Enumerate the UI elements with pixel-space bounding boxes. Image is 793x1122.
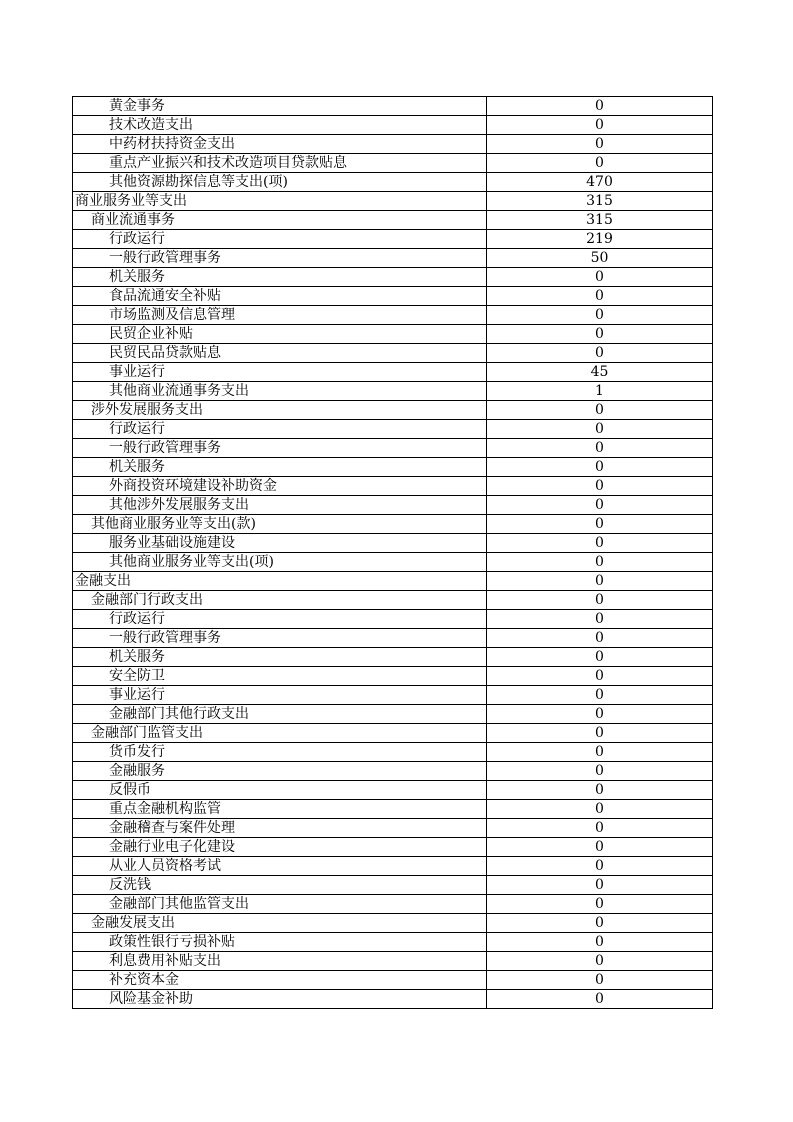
table-row [73,553,713,572]
row-item-name: 涉外发展服务支出 [73,401,487,420]
table-row [73,990,713,1009]
row-item-value: 0 [487,116,713,135]
row-item-value: 315 [487,192,713,211]
row-item-name: 一般行政管理事务 [73,629,487,648]
table-row [73,724,713,743]
row-item-value: 0 [487,838,713,857]
budget-table [72,96,713,1009]
row-item-value: 0 [487,458,713,477]
row-item-value: 0 [487,553,713,572]
table-row [73,135,713,154]
row-item-name: 政策性银行亏损补贴 [73,933,487,952]
row-item-name: 黄金事务 [73,97,487,116]
row-item-name: 民贸民品贷款贴息 [73,344,487,363]
row-item-name: 事业运行 [73,363,487,382]
row-item-value: 0 [487,686,713,705]
row-item-value: 0 [487,781,713,800]
row-item-value: 315 [487,211,713,230]
row-item-name: 金融部门其他行政支出 [73,705,487,724]
row-item-name: 市场监测及信息管理 [73,306,487,325]
row-item-value: 0 [487,591,713,610]
row-item-value: 0 [487,344,713,363]
table-row [73,382,713,401]
row-item-name: 机关服务 [73,458,487,477]
row-item-name: 行政运行 [73,420,487,439]
row-item-name: 从业人员资格考试 [73,857,487,876]
table-row [73,268,713,287]
row-item-value: 219 [487,230,713,249]
row-item-value: 1 [487,382,713,401]
table-row [73,230,713,249]
row-item-name: 金融部门行政支出 [73,591,487,610]
row-item-value: 0 [487,914,713,933]
table-row [73,496,713,515]
row-item-name: 食品流通安全补贴 [73,287,487,306]
row-item-name: 一般行政管理事务 [73,439,487,458]
table-row [73,477,713,496]
row-item-name: 其他商业服务业等支出(款) [73,515,487,534]
table-row [73,173,713,192]
table-row [73,515,713,534]
row-item-name: 货币发行 [73,743,487,762]
row-item-name: 金融部门监管支出 [73,724,487,743]
row-item-value: 0 [487,629,713,648]
row-item-name: 重点金融机构监管 [73,800,487,819]
table-row [73,534,713,553]
table-row [73,838,713,857]
row-item-value: 0 [487,420,713,439]
row-item-value: 0 [487,876,713,895]
table-row [73,857,713,876]
row-item-name: 金融发展支出 [73,914,487,933]
row-item-value: 0 [487,819,713,838]
row-item-name: 机关服务 [73,648,487,667]
row-item-value: 0 [487,705,713,724]
table-row [73,933,713,952]
table-row [73,648,713,667]
row-item-name: 外商投资环境建设补助资金 [73,477,487,496]
table-row [73,249,713,268]
row-item-value: 0 [487,325,713,344]
row-item-name: 其他商业服务业等支出(项) [73,553,487,572]
row-item-value: 0 [487,667,713,686]
row-item-name: 行政运行 [73,610,487,629]
row-item-value: 0 [487,800,713,819]
table-row [73,287,713,306]
row-item-name: 反假币 [73,781,487,800]
row-item-value: 0 [487,477,713,496]
table-row [73,401,713,420]
table-row [73,819,713,838]
table-row [73,591,713,610]
row-item-name: 商业流通事务 [73,211,487,230]
table-row [73,458,713,477]
table-row [73,781,713,800]
row-item-name: 金融部门其他监管支出 [73,895,487,914]
row-item-value: 0 [487,952,713,971]
row-item-name: 风险基金补助 [73,990,487,1009]
row-item-name: 补充资本金 [73,971,487,990]
row-item-name: 金融行业电子化建设 [73,838,487,857]
row-item-value: 0 [487,895,713,914]
budget-table-body [73,97,713,1009]
row-item-value: 0 [487,610,713,629]
table-row [73,667,713,686]
table-row [73,914,713,933]
table-row [73,154,713,173]
row-item-value: 0 [487,306,713,325]
table-row [73,306,713,325]
table-row [73,363,713,382]
row-item-value: 0 [487,971,713,990]
table-row [73,192,713,211]
table-row [73,572,713,591]
table-row [73,952,713,971]
row-item-name: 重点产业振兴和技术改造项目贷款贴息 [73,154,487,173]
row-item-name: 金融支出 [73,572,487,591]
table-row [73,344,713,363]
row-item-value: 470 [487,173,713,192]
row-item-value: 0 [487,135,713,154]
table-row [73,743,713,762]
table-row [73,971,713,990]
row-item-value: 0 [487,933,713,952]
table-row [73,325,713,344]
row-item-name: 服务业基础设施建设 [73,534,487,553]
row-item-value: 0 [487,724,713,743]
table-row [73,762,713,781]
table-row [73,876,713,895]
row-item-name: 商业服务业等支出 [73,192,487,211]
row-item-name: 一般行政管理事务 [73,249,487,268]
row-item-value: 0 [487,496,713,515]
row-item-value: 45 [487,363,713,382]
row-item-value: 0 [487,534,713,553]
row-item-name: 行政运行 [73,230,487,249]
row-item-value: 0 [487,515,713,534]
row-item-name: 技术改造支出 [73,116,487,135]
row-item-name: 反洗钱 [73,876,487,895]
row-item-name: 民贸企业补贴 [73,325,487,344]
row-item-value: 0 [487,287,713,306]
row-item-name: 事业运行 [73,686,487,705]
row-item-value: 0 [487,401,713,420]
row-item-value: 0 [487,572,713,591]
table-row [73,686,713,705]
table-row [73,895,713,914]
row-item-name: 其他资源勘探信息等支出(项) [73,173,487,192]
row-item-name: 其他商业流通事务支出 [73,382,487,401]
row-item-name: 中药材扶持资金支出 [73,135,487,154]
row-item-name: 其他涉外发展服务支出 [73,496,487,515]
table-row [73,97,713,116]
row-item-value: 0 [487,439,713,458]
row-item-name: 金融稽查与案件处理 [73,819,487,838]
table-row [73,211,713,230]
row-item-value: 0 [487,762,713,781]
row-item-value: 0 [487,154,713,173]
row-item-value: 50 [487,249,713,268]
row-item-value: 0 [487,268,713,287]
table-row [73,610,713,629]
row-item-value: 0 [487,743,713,762]
row-item-name: 利息费用补贴支出 [73,952,487,971]
row-item-name: 安全防卫 [73,667,487,686]
row-item-value: 0 [487,97,713,116]
table-row [73,629,713,648]
row-item-name: 机关服务 [73,268,487,287]
table-row [73,800,713,819]
row-item-value: 0 [487,990,713,1009]
table-row [73,116,713,135]
table-row [73,705,713,724]
row-item-value: 0 [487,857,713,876]
row-item-value: 0 [487,648,713,667]
table-row [73,439,713,458]
row-item-name: 金融服务 [73,762,487,781]
table-row [73,420,713,439]
